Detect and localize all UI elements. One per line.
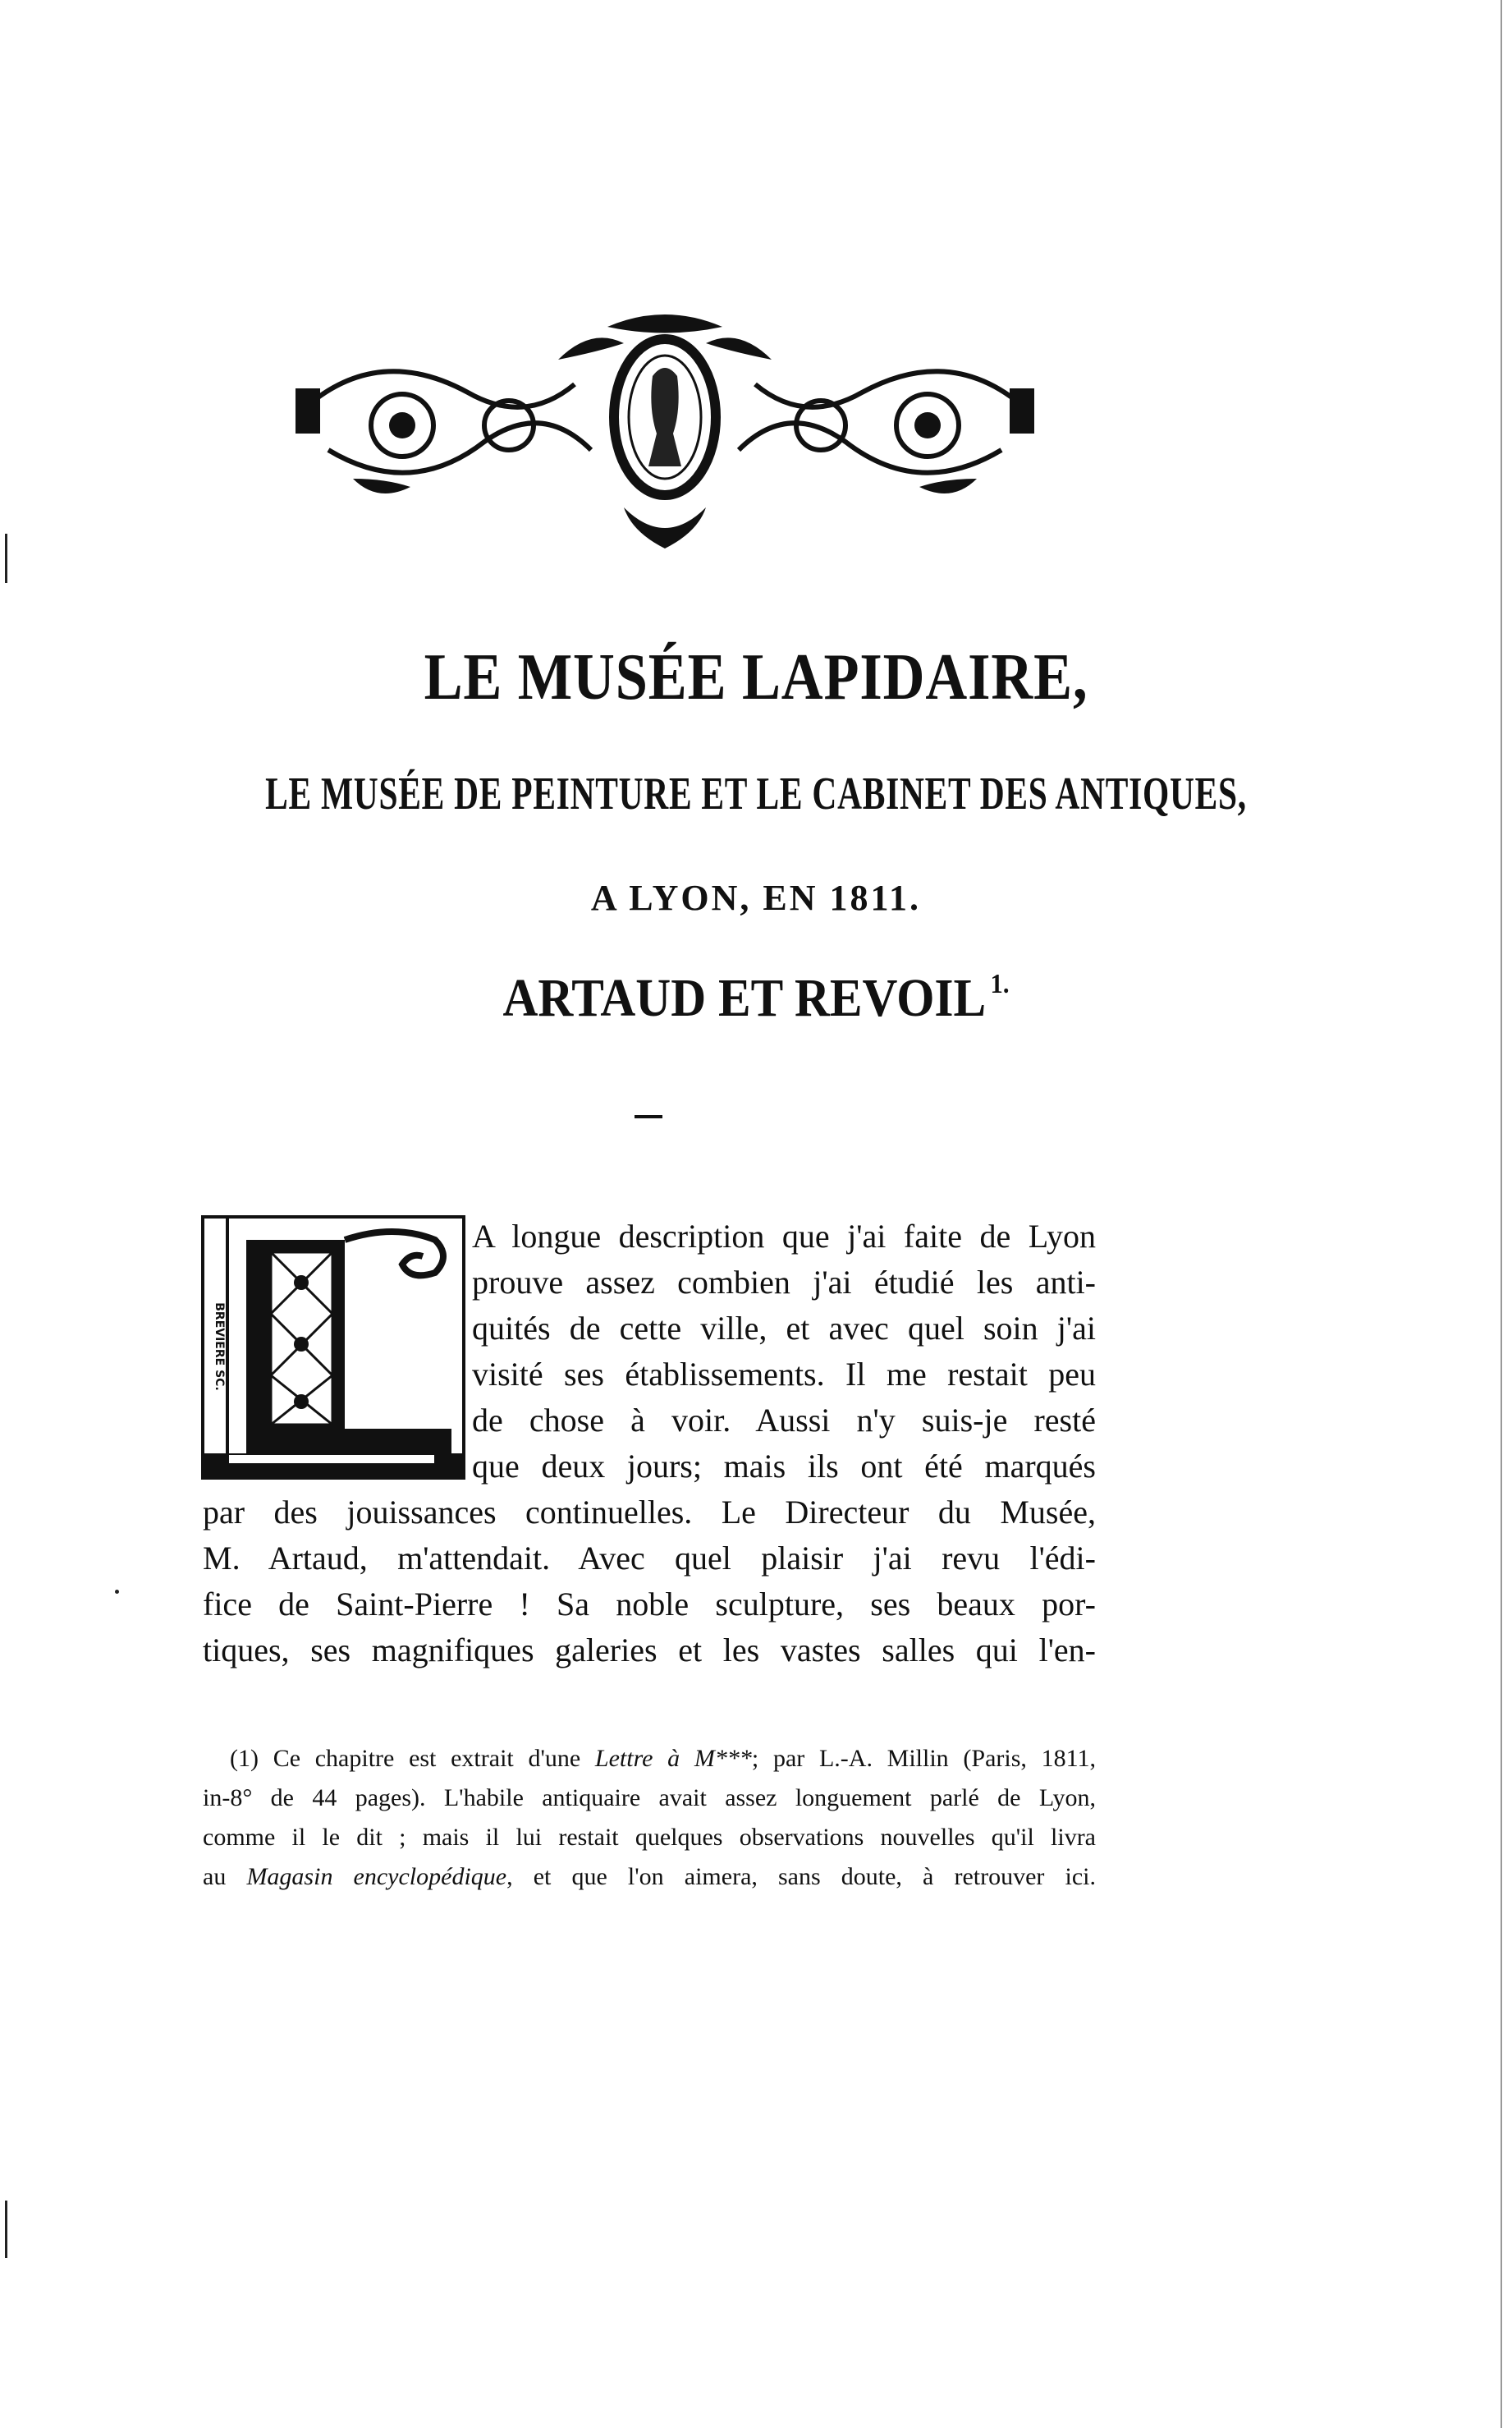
footnote-reference: 1. (990, 969, 1010, 999)
footnote-italic-journal: Magasin encyclopédique (246, 1863, 507, 1890)
body-line-5: de chose à voir. Aussi n'y suis-je resté (472, 1402, 1096, 1439)
body-line-2: prouve assez combien j'ai étudié les anti- (472, 1264, 1096, 1301)
body-line-4: visité ses établissements. Il me restait peu (472, 1356, 1096, 1393)
authors-heading (76, 967, 1436, 1030)
footnote-line-1: (1) Ce chapitre est extrait d'une Lettre à M***; par L.-A. Millin (Paris, 1811, (230, 1745, 1096, 1772)
body-line-6: que deux jours; mais ils ont été marqués (472, 1448, 1096, 1485)
place-date-heading: A LYON, EN 1811. (590, 878, 922, 918)
headpiece-ornament (279, 310, 1051, 557)
scan-speck (115, 1590, 119, 1594)
body-line-8: M. Artaud, m'attendait. Avec quel plaisir j'ai revu l'édi- (203, 1540, 1096, 1577)
body-line-10: tiques, ses magnifiques galeries et les vastes salles qui l'en- (203, 1632, 1096, 1668)
body-line-9: fice de Saint-Pierre ! Sa noble sculpture, ses beaux por- (203, 1586, 1096, 1622)
footnote-line-4: au Magasin encyclopédique, et que l'on aimera, sans doute, à retrouver ici. (203, 1863, 1097, 1890)
scan-edge-line (1501, 0, 1502, 2428)
body-line-7: par des jouissances continuelles. Le Directeur du Musée, (203, 1494, 1096, 1531)
footnote-line-3: comme il le dit ; mais il lui restait quelques observations nouvelles qu'il livra (203, 1824, 1096, 1851)
dropcap-letter-l (201, 1215, 465, 1480)
body-line-1: A longue description que j'ai faite de Lyon (472, 1218, 1096, 1255)
separator-dash (635, 1115, 662, 1118)
subtitle: LE MUSÉE DE PEINTURE ET LE CABINET DES ANTIQUES, (265, 769, 1247, 819)
footnote-italic-title: Lettre à M*** (594, 1745, 752, 1772)
authors-text: ARTAUD ET REVOIL (502, 968, 987, 1028)
main-title: LE MUSÉE LAPIDAIRE, (424, 641, 1088, 714)
body-line-3: quités de cette ville, et avec quel soin j'ai (472, 1310, 1096, 1347)
scan-edge-mark (5, 2201, 7, 2258)
scan-edge-mark (5, 534, 7, 583)
engraver-signature: BREVIERE SC. (213, 1302, 226, 1391)
footnote-line-2: in-8° de 44 pages). L'habile antiquaire avait assez longuement parlé de Lyon, (203, 1784, 1096, 1811)
